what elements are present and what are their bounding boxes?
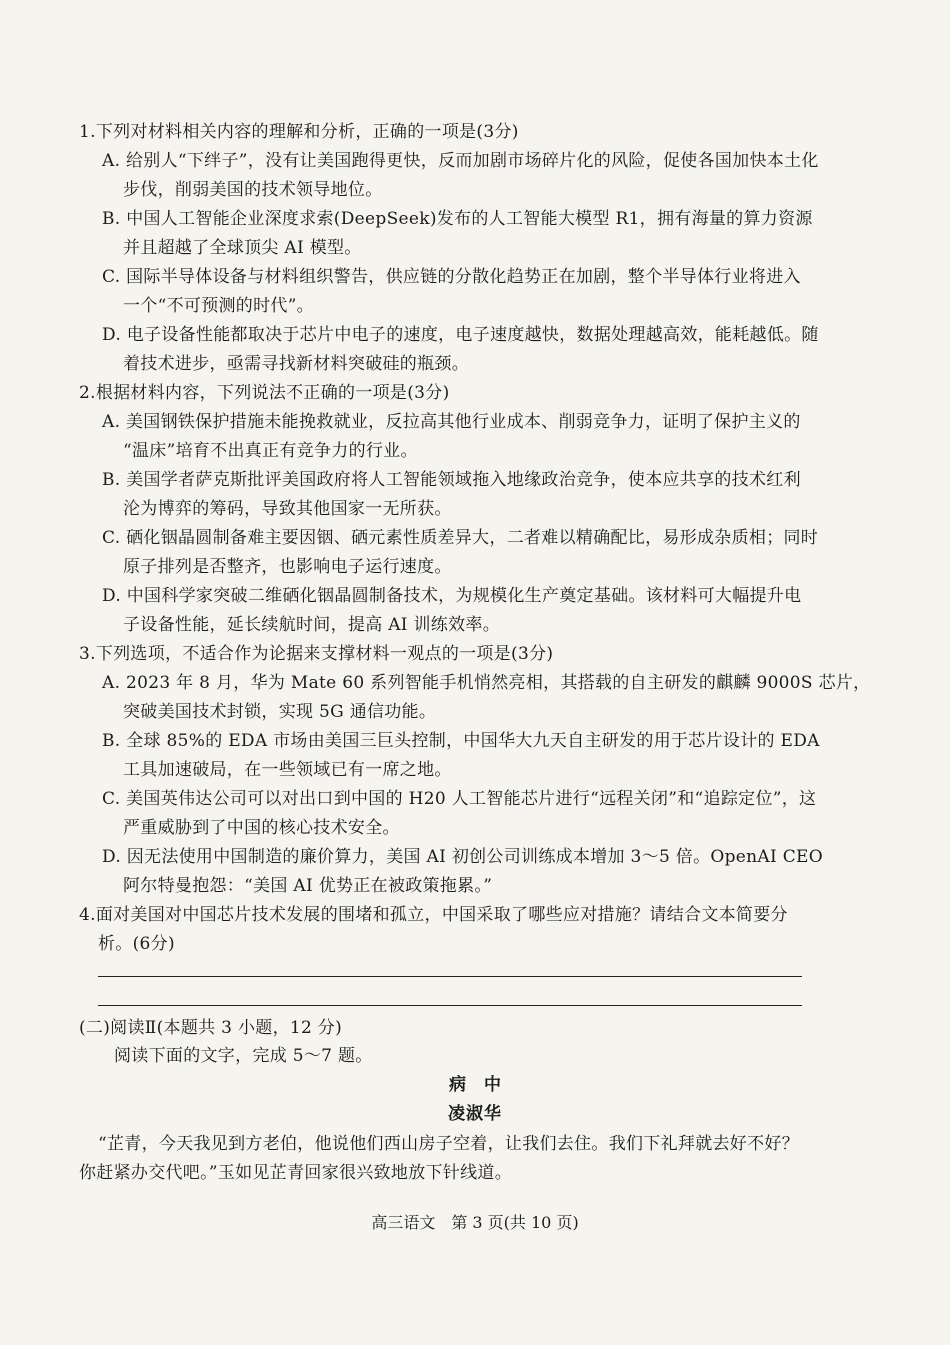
q3-option-d: D. 因无法使用中国制造的廉价算力，美国 AI 初创公司训练成本增加 3～5 倍。OpenAI CEO [102, 847, 823, 867]
q2-option-d-cont: 子设备性能，延长续航时间，提高 AI 训练效率。 [123, 615, 500, 635]
q1-option-b-cont: 并且超越了全球顶尖 AI 模型。 [123, 238, 362, 258]
answer-line-2[interactable] [98, 1005, 802, 1006]
q1-option-d-cont: 着技术进步，亟需寻找新材料突破硅的瓶颈。 [123, 354, 469, 374]
q4-stem-cont: 析。(6分) [98, 934, 175, 954]
q3-option-b: B. 全球 85%的 EDA 市场由美国三巨头控制，中国华大九天自主研发的用于芯片设计的 EDA [102, 731, 820, 751]
q3-option-b-cont: 工具加速破局，在一些领域已有一席之地。 [123, 760, 452, 780]
q1-option-b: B. 中国人工智能企业深度求索(DeepSeek)发布的人工智能大模型 R1，拥有海量的算力资源 [102, 209, 813, 229]
passage-paragraph-cont: 你赶紧办交代吧。”玉如见芷青回家很兴致地放下针线道。 [79, 1163, 512, 1183]
q3-stem: 3.下列选项，不适合作为论据来支撑材料一观点的一项是(3分) [79, 644, 554, 664]
q1-stem: 1.下列对材料相关内容的理解和分析，正确的一项是(3分) [79, 122, 519, 142]
q2-option-a: A. 美国钢铁保护措施未能挽救就业，反拉高其他行业成本、削弱竞争力，证明了保护主义的 [102, 412, 801, 432]
q2-option-b: B. 美国学者萨克斯批评美国政府将人工智能领域拖入地缘政治竞争，使本应共享的技术红利 [102, 470, 801, 490]
q2-option-d: D. 中国科学家突破二维硒化铟晶圆制备技术，为规模化生产奠定基础。该材料可大幅提升电 [102, 586, 802, 606]
passage-title: 病中 [449, 1075, 519, 1095]
section-instruction: 阅读下面的文字，完成 5～7 题。 [114, 1046, 373, 1066]
q2-option-a-cont: “温床”培育不出真正有竞争力的行业。 [123, 441, 418, 461]
passage-author: 凌淑华 [448, 1104, 502, 1124]
q1-option-c-cont: 一个“不可预测的时代”。 [123, 296, 314, 316]
passage-paragraph: “芷青，今天我见到方老伯，他说他们西山房子空着，让我们去住。我们下礼拜就去好不好？ [98, 1134, 799, 1154]
q2-option-b-cont: 沦为博弈的筹码，导致其他国家一无所获。 [123, 499, 452, 519]
q1-option-a-cont: 步伐，削弱美国的技术领导地位。 [123, 180, 383, 200]
section-heading: (二)阅读Ⅱ(本题共 3 小题，12 分) [79, 1018, 343, 1038]
q4-stem: 4.面对美国对中国芯片技术发展的围堵和孤立，中国采取了哪些应对措施？请结合文本简要分 [79, 905, 788, 925]
q2-option-c-cont: 原子排列是否整齐，也影响电子运行速度。 [123, 557, 452, 577]
q3-option-c-cont: 严重威胁到了中国的核心技术安全。 [123, 818, 400, 838]
q3-option-a: A. 2023 年 8 月，华为 Mate 60 系列智能手机悄然亮相，其搭载的自主研发的麒麟 9000S 芯片， [102, 673, 871, 693]
q3-option-d-cont: 阿尔特曼抱怨：“美国 AI 优势正在被政策拖累。” [123, 876, 493, 896]
q3-option-a-cont: 突破美国技术封锁，实现 5G 通信功能。 [123, 702, 437, 722]
q1-option-a: A. 给别人“下绊子”，没有让美国跑得更快，反而加剧市场碎片化的风险，促使各国加快本土化 [102, 151, 819, 171]
q1-option-d: D. 电子设备性能都取决于芯片中电子的速度，电子速度越快，数据处理越高效，能耗越低。随 [102, 325, 819, 345]
q3-option-c: C. 美国英伟达公司可以对出口到中国的 H20 人工智能芯片进行“远程关闭”和“追踪定位”，这 [102, 789, 817, 809]
answer-line-1[interactable] [98, 976, 802, 977]
q2-option-c: C. 硒化铟晶圆制备难主要因铟、硒元素性质差异大，二者难以精确配比，易形成杂质相；同时 [102, 528, 819, 548]
q2-stem: 2.根据材料内容，下列说法不正确的一项是(3分) [79, 383, 450, 403]
page-footer: 高三语文 第 3 页(共 10 页) [371, 1213, 579, 1232]
q1-option-c: C. 国际半导体设备与材料组织警告，供应链的分散化趋势正在加剧，整个半导体行业将进入 [102, 267, 801, 287]
